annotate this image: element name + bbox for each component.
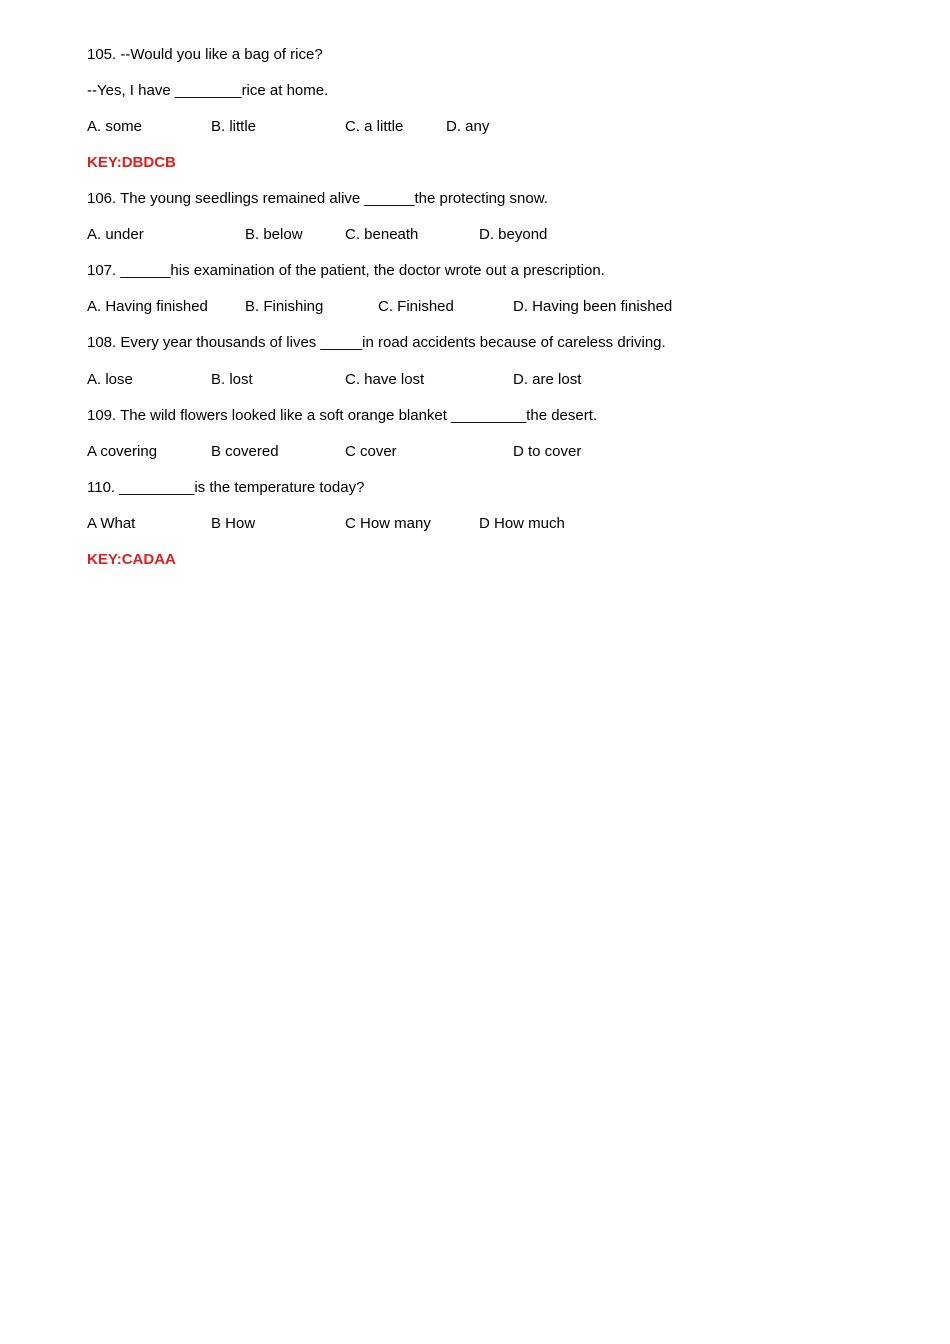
option-d: D How much xyxy=(479,515,565,532)
option-a: A. under xyxy=(87,226,144,243)
option-d: D. are lost xyxy=(513,371,582,388)
option-a: A What xyxy=(87,515,136,532)
option-d: D. Having been finished xyxy=(513,298,673,315)
option-d: D to cover xyxy=(513,443,582,460)
question-106-stem: 106. The young seedlings remained alive ______the protecting snow. xyxy=(87,190,548,207)
option-b: B. little xyxy=(211,118,257,135)
question-105-stem: 105. --Would you like a bag of rice? xyxy=(87,46,323,63)
option-b: B. lost xyxy=(211,371,253,388)
option-b: B. below xyxy=(245,226,303,243)
option-a: A. some xyxy=(87,118,143,135)
option-c: C. beneath xyxy=(345,226,419,243)
question-109-stem: 109. The wild flowers looked like a soft orange blanket _________the desert. xyxy=(87,407,598,424)
option-b: B covered xyxy=(211,443,279,460)
option-a: A. lose xyxy=(87,371,133,388)
option-b: B. Finishing xyxy=(245,298,324,315)
question-107-stem: 107. ______his examination of the patient, the doctor wrote out a prescription. xyxy=(87,262,605,279)
option-c: C. Finished xyxy=(378,298,454,315)
answer-key-2: KEY:CADAA xyxy=(87,551,176,568)
question-110-stem: 110. _________is the temperature today? xyxy=(87,479,365,496)
answer-key-1: KEY:DBDCB xyxy=(87,154,176,171)
option-d: D. beyond xyxy=(479,226,548,243)
option-b: B How xyxy=(211,515,256,532)
option-c: C cover xyxy=(345,443,397,460)
option-a: A covering xyxy=(87,443,158,460)
question-108-stem: 108. Every year thousands of lives _____in road accidents because of careless driving. xyxy=(87,334,666,351)
option-c: C How many xyxy=(345,515,431,532)
option-c: C. have lost xyxy=(345,371,425,388)
option-c: C. a little xyxy=(345,118,404,135)
option-a: A. Having finished xyxy=(87,298,208,315)
option-d: D. any xyxy=(446,118,490,135)
question-105-reply: --Yes, I have ________rice at home. xyxy=(87,82,329,99)
